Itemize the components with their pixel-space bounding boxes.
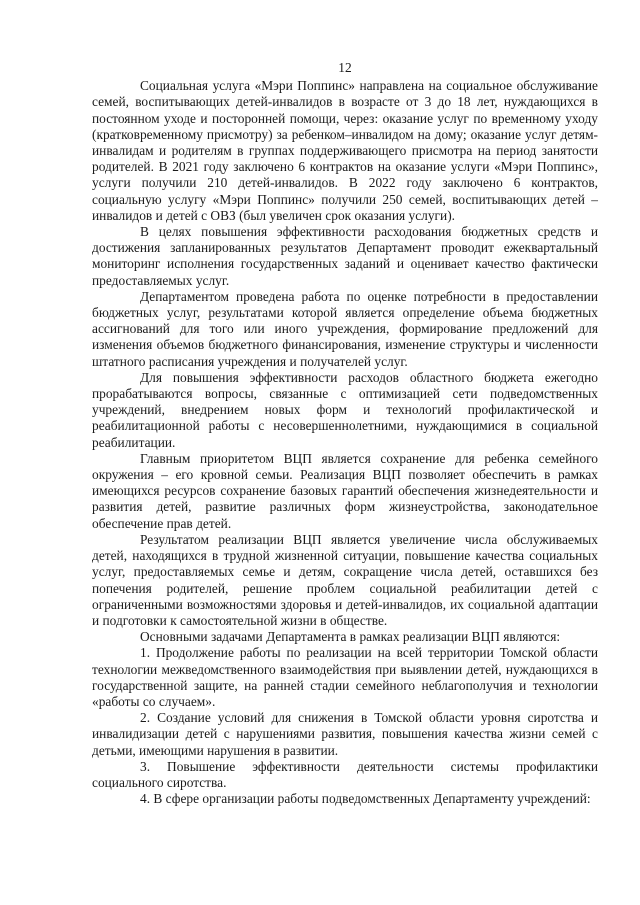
paragraph-regional-budget: Для повышения эффективности расходов областного бюджета ежегодно прорабатываются вопросы, связанные с оптимизацией сети подведомственных учреждений, внедрением новых форм и технологий профилактической и реабилитационной работы с несовершеннолетними, нуждающимися в социальной реабилитации. (92, 369, 598, 450)
paragraph-mary-poppins-service: Социальная услуга «Мэри Поппинс» направлена на социальное обслуживание семей, воспитывающих детей-инвалидов в возрасте от 3 до 18 лет, нуждающихся в постоянном уходе и посторонней помощи, через: оказание услуг по временному уходу (кратковременному присмотру) за ребенком–инвалидом на дому; оказание услуг детям-инвалидам и родителям в группах поддерживающего присмотра на период занятости родителей. В 2021 году заключено 6 контрактов на оказание услуги «Мэри Поппинс», услуги получили 210 детей-инвалидов. В 2022 году заключено 6 контрактов, социальную услугу «Мэри Поппинс» получили 250 семей, воспитывающих детей – инвалидов и детей с ОВЗ (был увеличен срок оказания услуги). (92, 78, 598, 223)
list-item-task-1: 1. Продолжение работы по реализации на всей территории Томской области технологии межведомственного взаимодействия при выявлении детей, нуждающихся в государственной защите, на ранней стадии семейного неблагополучия и технологии «работы со случаем». (92, 645, 598, 709)
paragraph-budget-efficiency: В целях повышения эффективности расходования бюджетных средств и достижения запланированных результатов Департамент проводит ежеквартальный мониторинг исполнения государственных заданий и оценивает качество фактически предоставляемых услуг. (92, 224, 598, 288)
paragraph-main-priority: Главным приоритетом ВЦП является сохранение для ребенка семейного окружения – его кровной семьи. Реализация ВЦП позволяет обеспечить в рамках имеющихся ресурсов сохранение базовых гарантий обеспечения жизнедеятельности и развития детей, развитие различных форм жизнеустройства, законодательное обеспечение прав детей. (92, 450, 598, 531)
page-number: 12 (338, 60, 352, 75)
list-item-task-3: 3. Повышение эффективности деятельности системы профилактики социального сиротства. (92, 758, 598, 790)
paragraph-results: Результатом реализации ВЦП является увеличение числа обслуживаемых детей, находящихся в трудной жизненной ситуации, повышение качества социальных услуг, предоставляемых семье и детям, сокращение числа детей, оставшихся без попечения родителей, решение проблем социальной реабилитации детей с ограниченными возможностями здоровья и детей-инвалидов, их социальной адаптации и подготовки к самостоятельной жизни в обществе. (92, 531, 598, 628)
list-item-task-4: 4. В сфере организации работы подведомственных Департаменту учреждений: (140, 791, 591, 807)
paragraph-main-tasks-intro: Основными задачами Департамента в рамках реализации ВЦП являются: (140, 629, 561, 645)
paragraph-needs-assessment: Департаментом проведена работа по оценке потребности в предоставлении бюджетных услуг, результатами которой является определение объема бюджетных ассигнований для того или иного учреждения, формирование предложений для изменения объемов бюджетного финансирования, изменение структуры и численности штатного расписания учреждения и получателей услуг. (92, 288, 598, 369)
list-item-task-2: 2. Создание условий для снижения в Томской области уровня сиротства и инвалидизации детей с нарушениями развития, повышения качества жизни семей с детьми, имеющими нарушения в развитии. (92, 710, 598, 758)
